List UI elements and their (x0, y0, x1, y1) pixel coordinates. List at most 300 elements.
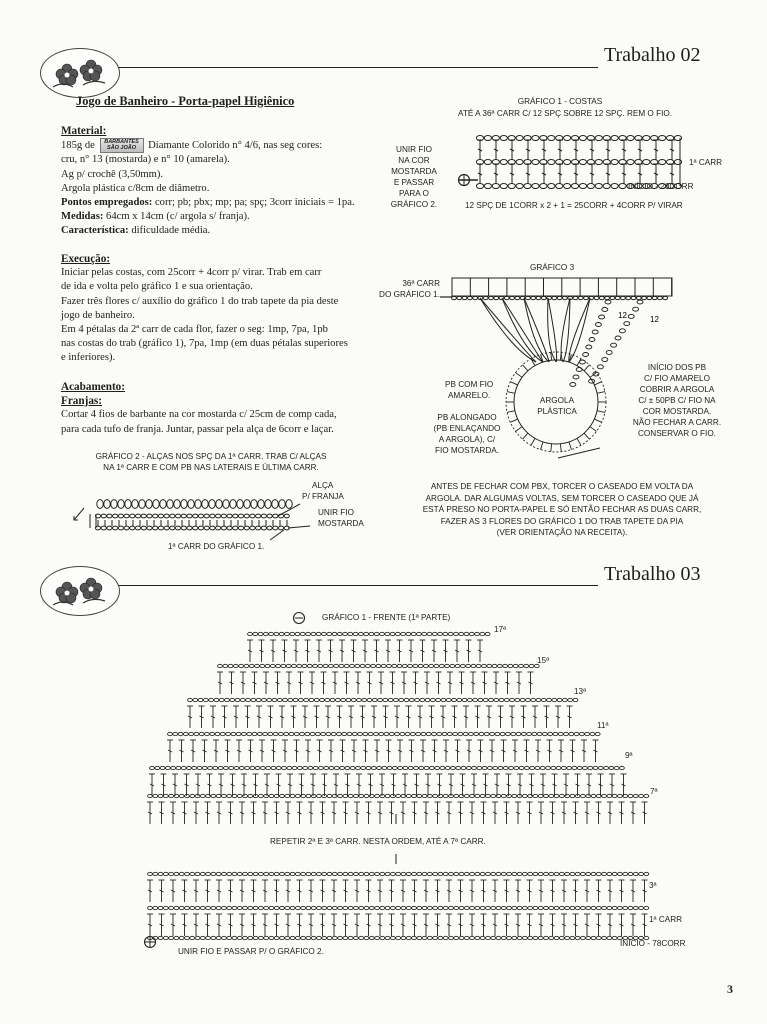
chain-stitch (274, 632, 279, 635)
chain-stitch (187, 766, 192, 769)
chain-stitch (426, 732, 431, 735)
chain-stitch (250, 514, 255, 518)
chain-stitch (452, 296, 457, 299)
chain-stitch (639, 872, 644, 875)
chain-stitch (280, 794, 285, 797)
chain-stitch (343, 936, 348, 939)
chain-stitch (406, 794, 411, 797)
chain-stitch (371, 664, 376, 667)
chain-stitch (556, 183, 563, 188)
chain-stitch (570, 906, 575, 909)
chain-stitch (510, 296, 515, 299)
chain-stitch (390, 794, 395, 797)
chain-stitch (290, 872, 295, 875)
chain-stitch (470, 936, 475, 939)
chain-stitch (285, 872, 290, 875)
chain-stitch (552, 296, 557, 299)
chain-stitch (501, 906, 506, 909)
chain-stitch (206, 872, 211, 875)
chain-stitch (253, 872, 258, 875)
chain-stitch (264, 794, 269, 797)
chain-stitch (430, 698, 435, 701)
chain-stitch (187, 514, 192, 518)
chain-stitch (658, 296, 663, 299)
chain-stitch (454, 936, 459, 939)
chain-stitch (573, 296, 578, 299)
chain-stitch (227, 526, 232, 530)
chain-stitch (287, 766, 292, 769)
chain-stitch (398, 766, 403, 769)
chain-stitch (469, 632, 474, 635)
row-label-7: 7ª (650, 787, 658, 796)
chain-stitch (214, 698, 219, 701)
loop-stitch (258, 500, 264, 509)
chain-stitch (170, 526, 175, 530)
chain-stitch (412, 794, 417, 797)
chain-stitch (222, 936, 227, 939)
loop-stitch (111, 500, 117, 509)
unir-mostarda-label (318, 507, 364, 529)
chain-stitch (174, 872, 179, 875)
loop-stitch (286, 500, 292, 509)
g3-num-a: 12 (618, 311, 627, 320)
chain-stitch (559, 906, 564, 909)
chain-stitch (589, 338, 595, 342)
chain-stitch (565, 794, 570, 797)
chain-stitch (240, 698, 245, 701)
chain-stitch (185, 872, 190, 875)
chain-stitch (306, 936, 311, 939)
chain-stitch (385, 906, 390, 909)
chain-stitch (433, 794, 438, 797)
costas-left-note (383, 144, 445, 210)
loop-stitch (188, 500, 194, 509)
chain-stitch (530, 766, 535, 769)
chain-stitch (354, 936, 359, 939)
note-line: COR MOSTARDA. (642, 407, 712, 416)
note-line: A ARGOLA), C/ (438, 435, 496, 444)
chain-stitch (243, 794, 248, 797)
chain-stitch (433, 936, 438, 939)
chain-stitch (484, 183, 491, 188)
chain-stitch (325, 698, 330, 701)
chain-stitch (371, 766, 376, 769)
chain-stitch (457, 698, 462, 701)
g3-num-b: 12 (650, 315, 659, 324)
chain-stitch (446, 698, 451, 701)
chain-stitch (509, 766, 514, 769)
chain-stitch (412, 906, 417, 909)
chain-stitch (517, 872, 522, 875)
chain-stitch (327, 936, 332, 939)
chain-stitch (435, 766, 440, 769)
chain-stitch (520, 698, 525, 701)
pb-stitch (507, 392, 515, 394)
argola-line: PLÁSTICA (537, 407, 577, 416)
chain-stitch (516, 183, 523, 188)
chain-stitch (319, 766, 324, 769)
chain-stitch (234, 766, 239, 769)
chain-stitch (549, 794, 554, 797)
chain-stitch (348, 872, 353, 875)
chain-stitch (311, 872, 316, 875)
chain-stitch (573, 698, 578, 701)
chain-stitch (205, 732, 210, 735)
chain-stitch (266, 766, 271, 769)
chain-stitch (374, 632, 379, 635)
chain-stitch (583, 766, 588, 769)
chain-stitch (599, 315, 605, 319)
chain-stitch (107, 514, 112, 518)
loop-stitch (209, 500, 215, 509)
chain-stitch (195, 906, 200, 909)
chain-stitch (604, 766, 609, 769)
chain-stitch (306, 906, 311, 909)
chain-stitch (279, 632, 284, 635)
chain-stitch (452, 698, 457, 701)
chain-stitch (338, 872, 343, 875)
material-heading: Material: (61, 125, 107, 137)
chain-stitch (593, 766, 598, 769)
chain-stitch (454, 872, 459, 875)
chain-stitch (583, 353, 589, 357)
loop-stitch (279, 500, 285, 509)
t3-grafico-title: GRÁFICO 1 - FRENTE (1ª PARTE) (322, 613, 451, 622)
chain-stitch (596, 906, 601, 909)
chain-stitch (425, 698, 430, 701)
chain-stitch (274, 906, 279, 909)
chain-stitch (261, 526, 266, 530)
chain-stitch (508, 664, 513, 667)
row-label-3: 3ª (649, 881, 657, 890)
header-rule (118, 585, 598, 586)
chain-stitch (202, 766, 207, 769)
chain-stitch (586, 872, 591, 875)
chain-stitch (340, 766, 345, 769)
chain-stitch (355, 664, 360, 667)
chain-stitch (483, 296, 488, 299)
chain-stitch (602, 308, 608, 312)
chain-stitch (447, 732, 452, 735)
flower-icon (41, 49, 119, 97)
chain-stitch (424, 664, 429, 667)
alca-label (302, 480, 344, 502)
chain-stitch (501, 794, 506, 797)
chain-stitch (461, 766, 466, 769)
chain-stitch (222, 872, 227, 875)
chain-stitch (556, 766, 561, 769)
chain-stitch (255, 664, 260, 667)
chain-stitch (507, 936, 512, 939)
pb-stitch (569, 442, 571, 450)
chain-stitch (210, 526, 215, 530)
chain-stitch (210, 514, 215, 518)
costas-bottom-note: 12 SPÇ DE 1CORR x 2 + 1 = 25CORR + 4CORR P/ VIRAR (465, 201, 683, 210)
chain-stitch (314, 698, 319, 701)
chain-stitch (663, 296, 668, 299)
flower-logo (40, 48, 120, 98)
note-line: PB COM FIO (445, 380, 494, 389)
chain-stitch (211, 794, 216, 797)
chain-stitch (540, 183, 547, 188)
chain-stitch (596, 872, 601, 875)
chain-stitch (561, 766, 566, 769)
chain-stitch (438, 632, 443, 635)
chain-stitch (659, 159, 666, 164)
chain-stitch (575, 906, 580, 909)
note-line: COBRIR A ARGOLA (639, 385, 715, 394)
chain-stitch (374, 732, 379, 735)
chain-stitch (244, 526, 249, 530)
chain-stitch (564, 135, 571, 140)
chain-stitch (101, 514, 106, 518)
chain-stitch (591, 906, 596, 909)
flower-logo (40, 566, 120, 616)
chain-stitch (427, 936, 432, 939)
chain-stitch (250, 766, 255, 769)
brand-top: BARBANTES (104, 139, 139, 146)
argola-line: ARGOLA (539, 396, 575, 405)
chain-stitch (609, 766, 614, 769)
chain-stitch (274, 936, 279, 939)
chain-stitch (487, 664, 492, 667)
chain-stitch (316, 632, 321, 635)
chain-stitch (551, 766, 556, 769)
chain-stitch (147, 526, 152, 530)
chain-stitch (253, 906, 258, 909)
chain-stitch (232, 906, 237, 909)
chain-stitch (200, 936, 205, 939)
chain-stitch (189, 732, 194, 735)
chain-stitch (495, 732, 500, 735)
chain-stitch (526, 698, 531, 701)
note-line: NA COR (398, 156, 430, 165)
chain-stitch (595, 323, 601, 327)
chain-stitch (639, 906, 644, 909)
chain-stitch (210, 732, 215, 735)
material-first-line (61, 138, 391, 153)
chain-stitch (169, 936, 174, 939)
chain-stitch (203, 698, 208, 701)
note-line: (PB ENLAÇANDO (433, 424, 501, 433)
chain-stitch (358, 632, 363, 635)
chain-stitch (528, 906, 533, 909)
medidas-line (61, 210, 391, 224)
pb-stitch (523, 365, 528, 371)
chain-stitch (489, 296, 494, 299)
material-line: Ag p/ crochê (3,50mm). (61, 168, 164, 180)
chain-stitch (193, 526, 198, 530)
g3-left-note (376, 278, 440, 300)
chain-stitch (150, 766, 155, 769)
chain-stitch (385, 794, 390, 797)
loop-stitch (181, 500, 187, 509)
chain-stitch (252, 732, 257, 735)
chain-stitch (464, 632, 469, 635)
chain-stitch (243, 906, 248, 909)
chain-stitch (369, 936, 374, 939)
chain-stitch (466, 664, 471, 667)
chain-stitch (306, 872, 311, 875)
t3-unir-label: UNIR FIO E PASSAR P/ O GRÁFICO 2. (178, 947, 324, 956)
chain-stitch (532, 135, 539, 140)
chain-stitch (248, 794, 253, 797)
chain-stitch (553, 732, 558, 735)
chain-stitch (264, 906, 269, 909)
chain-stitch (484, 732, 489, 735)
chain-stitch (200, 906, 205, 909)
chain-stitch (204, 526, 209, 530)
chain-stitch (322, 906, 327, 909)
chain-stitch (369, 632, 374, 635)
chain-stitch (544, 794, 549, 797)
chain-stitch (248, 632, 253, 635)
chain-stitch (460, 664, 465, 667)
chain-stitch (581, 872, 586, 875)
chain-stitch (359, 872, 364, 875)
chain-stitch (516, 732, 521, 735)
chain-stitch (277, 698, 282, 701)
chain-stitch (482, 664, 487, 667)
chain-stitch (322, 632, 327, 635)
chain-stitch (181, 766, 186, 769)
chain-stitch (350, 766, 355, 769)
chain-stitch (516, 159, 523, 164)
loop-stitch (146, 500, 152, 509)
chain-stitch (392, 766, 397, 769)
pb-stitch (551, 444, 552, 452)
chain-stitch (458, 732, 463, 735)
chain-stitch (411, 632, 416, 635)
chain-stitch (475, 872, 480, 875)
chain-stitch (258, 794, 263, 797)
chain-stitch (401, 936, 406, 939)
chain-stitch (311, 632, 316, 635)
chain-stitch (348, 936, 353, 939)
chain-stitch (424, 766, 429, 769)
chain-stitch (153, 526, 158, 530)
pb-stitch (510, 382, 517, 385)
chain-stitch (226, 732, 231, 735)
chain-stitch (306, 632, 311, 635)
chain-stitch (522, 906, 527, 909)
chain-stitch (417, 906, 422, 909)
chain-stitch (492, 664, 497, 667)
chain-stitch (278, 732, 283, 735)
chain-stitch (470, 872, 475, 875)
chain-stitch (484, 159, 491, 164)
note-line: UNIR FIO (318, 508, 354, 517)
chain-stitch (168, 732, 173, 735)
chain-stitch (591, 794, 596, 797)
chain-stitch (233, 526, 238, 530)
chain-stitch (301, 906, 306, 909)
chain-stitch (271, 766, 276, 769)
chain-stitch (451, 766, 456, 769)
chain-stitch (190, 906, 195, 909)
chain-stitch (185, 906, 190, 909)
chain-stitch (636, 296, 641, 299)
chain-stitch (499, 698, 504, 701)
chain-stitch (546, 766, 551, 769)
chain-stitch (185, 936, 190, 939)
chain-stitch (489, 698, 494, 701)
chain-stitch (307, 664, 312, 667)
chain-stitch (334, 766, 339, 769)
chain-stitch (358, 732, 363, 735)
note-line: UNIR FIO (396, 145, 432, 154)
chain-stitch (267, 698, 272, 701)
chain-stitch (409, 698, 414, 701)
chain-stitch (181, 526, 186, 530)
chain-stitch (357, 698, 362, 701)
chain-stitch (486, 794, 491, 797)
chain-stitch (524, 664, 529, 667)
chain-stitch (223, 664, 228, 667)
loop-stitch (104, 500, 110, 509)
chain-stitch (623, 872, 628, 875)
chain-stitch (295, 906, 300, 909)
chain-stitch (213, 766, 218, 769)
chain-stitch (141, 514, 146, 518)
chain-stitch (317, 936, 322, 939)
chain-stitch (197, 766, 202, 769)
chain-stitch (175, 526, 180, 530)
chain-stitch (394, 698, 399, 701)
chain-stitch (443, 794, 448, 797)
chain-stitch (381, 664, 386, 667)
chain-stitch (300, 732, 305, 735)
chain-stitch (524, 183, 531, 188)
chain-stitch (377, 766, 382, 769)
chain-stitch (135, 514, 140, 518)
note-line: C/ ± 50PB C/ FIO NA (638, 396, 716, 405)
chain-stitch (337, 732, 342, 735)
brand-bottom: SÃO JOÃO (106, 145, 137, 152)
frente-chart (130, 606, 670, 956)
chain-stitch (533, 906, 538, 909)
execucao-line: nas costas do trab (gráfico 1), 7pa, 1mp (em duas pétalas superiores (61, 338, 348, 350)
note-line: PARA O (399, 189, 429, 198)
pb-stitch (590, 427, 596, 432)
note-line: NA 1ª CARR E COM PB NAS LATERAIS E ÚLTIMA CARR. (103, 463, 319, 472)
chain-stitch (232, 872, 237, 875)
chain-stitch (491, 906, 496, 909)
chain-stitch (570, 383, 576, 387)
chain-stitch (464, 936, 469, 939)
chain-stitch (532, 159, 539, 164)
chain-stitch (396, 872, 401, 875)
chain-stitch (345, 766, 350, 769)
chain-stitch (306, 794, 311, 797)
pb-stitch (560, 444, 561, 452)
chain-stitch (211, 872, 216, 875)
material-pre: 185g de (61, 140, 95, 152)
chain-stitch (528, 936, 533, 939)
chain-stitch (237, 906, 242, 909)
chain-stitch (538, 872, 543, 875)
chain-stitch (200, 794, 205, 797)
chain-stitch (169, 906, 174, 909)
chain-stitch (614, 766, 619, 769)
chain-stitch (599, 296, 604, 299)
chain-stitch (512, 872, 517, 875)
chain-stitch (158, 906, 163, 909)
chain-stitch (380, 632, 385, 635)
chain-stitch (339, 664, 344, 667)
chain-stitch (434, 664, 439, 667)
pb-stitch (577, 359, 581, 366)
